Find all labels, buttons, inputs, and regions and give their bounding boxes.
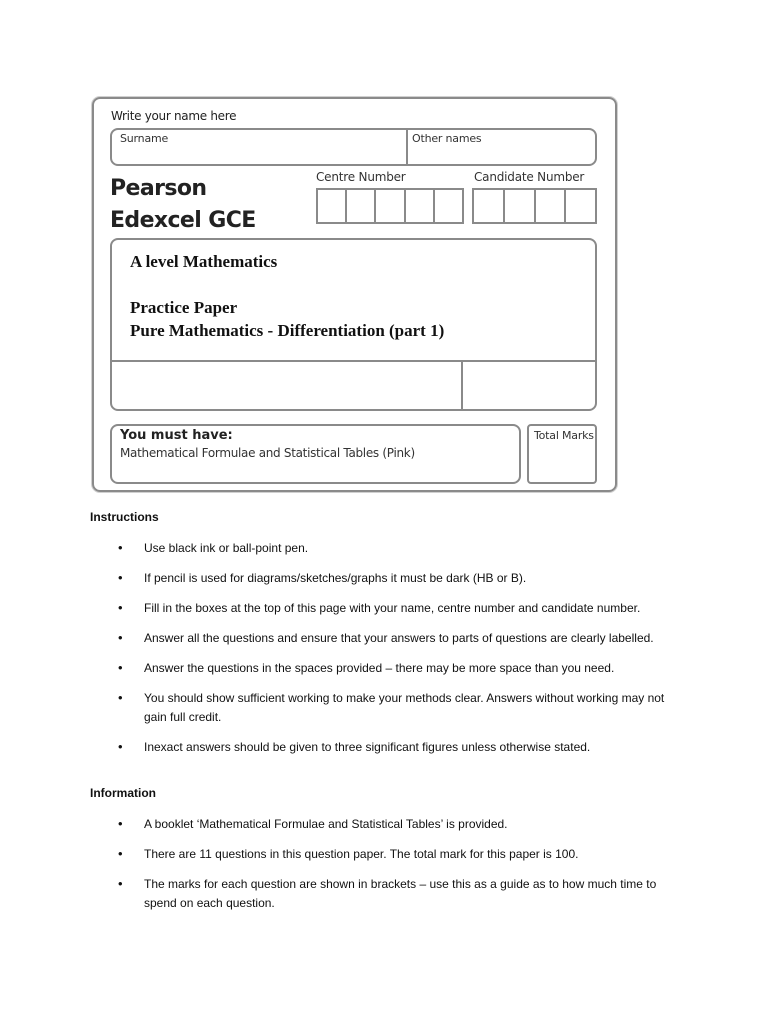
list-item: • Answer the questions in the spaces provided – there may be more space than you need. <box>118 659 688 678</box>
list-item: • If pencil is used for diagrams/sketches/graphs it must be dark (HB or B). <box>118 569 688 588</box>
paper-title <box>130 296 444 342</box>
candidate-number-label: Candidate Number <box>474 170 585 184</box>
title-divider <box>112 360 595 362</box>
surname-field[interactable]: Surname <box>120 132 169 145</box>
list-item: • There are 11 questions in this question paper. The total mark for this paper is 100. <box>118 845 688 864</box>
centre-number-boxes[interactable] <box>316 188 464 224</box>
total-marks-label: Total Marks <box>534 429 594 442</box>
list-item: • Fill in the boxes at the top of this page with your name, centre number and candidate number. <box>118 599 688 618</box>
paper-title-box <box>110 238 597 411</box>
list-item: • Inexact answers should be given to three significant figures unless otherwise stated. <box>118 738 688 757</box>
you-must-have-heading: You must have: <box>120 428 233 443</box>
list-item: • You should show sufficient working to make your methods clear. Answers without working may not gain full credit. <box>118 689 688 726</box>
name-divider <box>406 130 408 164</box>
paper-title-line-2: Pure Mathematics - Differentiation (part 1) <box>130 321 445 340</box>
list-item: • A booklet ‘Mathematical Formulae and Statistical Tables’ is provided. <box>118 815 688 834</box>
instructions-list <box>118 539 688 768</box>
other-names-field[interactable]: Other names <box>412 132 482 145</box>
requirements-box <box>110 424 521 484</box>
title-vertical-divider <box>461 360 463 411</box>
brand-line-1: Pearson <box>110 176 207 201</box>
cover-sheet <box>92 97 617 492</box>
information-list <box>118 815 688 924</box>
list-item: • The marks for each question are shown in brackets – use this as a guide as to how much time to spend on each question. <box>118 875 688 912</box>
candidate-number-boxes[interactable] <box>472 188 597 224</box>
centre-number-label: Centre Number <box>316 170 406 184</box>
total-marks-box <box>527 424 597 484</box>
brand-logo <box>110 173 256 237</box>
name-box <box>110 128 597 166</box>
list-item: • Use black ink or ball-point pen. <box>118 539 688 558</box>
information-heading: Information <box>90 786 156 800</box>
list-item: • Answer all the questions and ensure that your answers to parts of questions are clearly labelled. <box>118 629 688 648</box>
write-name-label: Write your name here <box>111 109 237 123</box>
paper-title-line-1: Practice Paper <box>130 298 238 317</box>
requirements-text: Mathematical Formulae and Statistical Tables (Pink) <box>120 446 415 460</box>
subject-title: A level Mathematics <box>130 252 278 271</box>
brand-line-2: Edexcel GCE <box>110 208 256 233</box>
instructions-heading: Instructions <box>90 510 159 524</box>
